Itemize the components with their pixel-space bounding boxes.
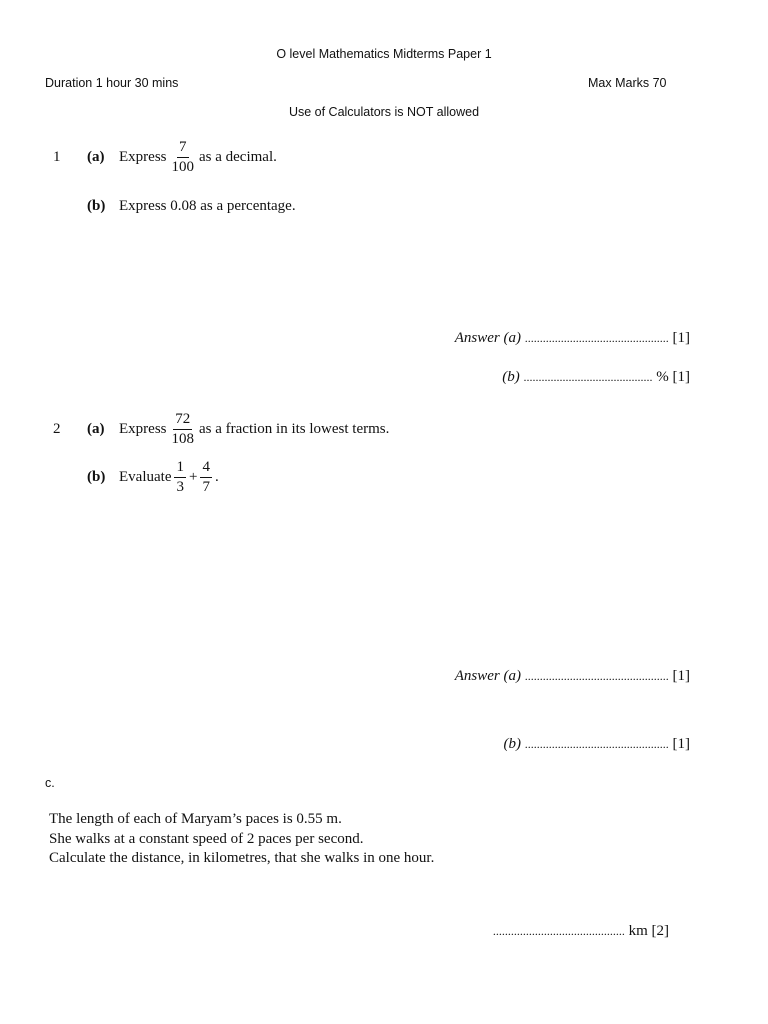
question-2a-fraction xyxy=(170,412,197,447)
q1-answer-b-line xyxy=(502,369,690,386)
question-2a-text-before: Express xyxy=(119,421,167,437)
question-1b-label: (b) xyxy=(87,198,106,214)
fraction-numerator: 72 xyxy=(173,412,192,430)
fraction-denominator: 3 xyxy=(176,479,184,495)
answer-part-a: (a) xyxy=(503,330,521,346)
question-1-number: 1 xyxy=(53,149,61,165)
answer-b-blank[interactable]: ........................................... xyxy=(523,370,653,384)
question-1a xyxy=(87,140,277,175)
page-title: O level Mathematics Midterms Paper 1 xyxy=(276,47,492,61)
question-2-number: 2 xyxy=(53,421,61,437)
part-c-answer-line xyxy=(493,923,669,940)
question-1a-label: (a) xyxy=(87,149,105,165)
question-1a-fraction xyxy=(170,140,197,175)
calculator-note: Use of Calculators is NOT allowed xyxy=(288,105,480,119)
fraction-denominator: 7 xyxy=(202,479,210,495)
part-c-line-2: She walks at a constant speed of 2 paces per second. xyxy=(49,830,364,847)
fraction-denominator: 108 xyxy=(171,431,194,447)
part-c-answer-marks: km [2] xyxy=(628,923,669,939)
question-2b-fraction-2 xyxy=(200,460,212,495)
fraction-denominator: 100 xyxy=(171,159,194,175)
max-marks-text: Max Marks 70 xyxy=(588,76,667,90)
answer-a-blank[interactable]: ................................................ xyxy=(524,331,669,345)
answer-part-b: (b) xyxy=(503,736,521,752)
answer-label: Answer xyxy=(454,330,500,346)
answer-a-marks: [1] xyxy=(672,668,690,684)
answer-part-b: (b) xyxy=(502,369,520,385)
part-c-line-1: The length of each of Maryam’s paces is 0.55 m. xyxy=(49,811,342,827)
part-c-text xyxy=(49,810,434,869)
fraction-numerator: 7 xyxy=(177,140,189,158)
answer-b-marks: % [1] xyxy=(656,369,690,385)
question-2b-text-after: . xyxy=(214,469,219,485)
answer-a-blank[interactable]: ................................................ xyxy=(524,669,669,683)
question-2a-text-after: as a fraction in its lowest terms. xyxy=(199,421,390,437)
part-c-line-3: Calculate the distance, in kilometres, that she walks in one hour. xyxy=(49,850,435,866)
part-c-answer-blank[interactable]: ............................................ xyxy=(492,924,625,938)
question-1b-text: Express 0.08 as a percentage. xyxy=(119,198,296,214)
question-2b-label: (b) xyxy=(87,469,106,485)
question-2b xyxy=(87,460,219,495)
fraction-numerator: 1 xyxy=(174,460,186,478)
plus-sign: + xyxy=(188,469,198,485)
question-2a xyxy=(87,412,389,447)
question-2a-label: (a) xyxy=(87,421,105,437)
question-1b xyxy=(87,198,296,215)
part-c-label: c. xyxy=(45,776,55,790)
duration-text: Duration 1 hour 30 mins xyxy=(45,76,179,90)
question-1a-text-after: as a decimal. xyxy=(199,149,277,165)
answer-b-marks: [1] xyxy=(672,736,690,752)
answer-label: Answer xyxy=(454,668,500,684)
question-2b-fraction-1 xyxy=(174,460,186,495)
q1-answer-a-line xyxy=(455,330,690,347)
answer-a-marks: [1] xyxy=(672,330,690,346)
answer-b-blank[interactable]: ................................................ xyxy=(524,737,669,751)
fraction-numerator: 4 xyxy=(200,460,212,478)
q2-answer-b-line xyxy=(504,736,691,753)
question-1a-text-before: Express xyxy=(119,149,167,165)
q2-answer-a-line xyxy=(455,668,690,685)
question-2b-text-before: Evaluate xyxy=(119,469,172,485)
answer-part-a: (a) xyxy=(503,668,521,684)
